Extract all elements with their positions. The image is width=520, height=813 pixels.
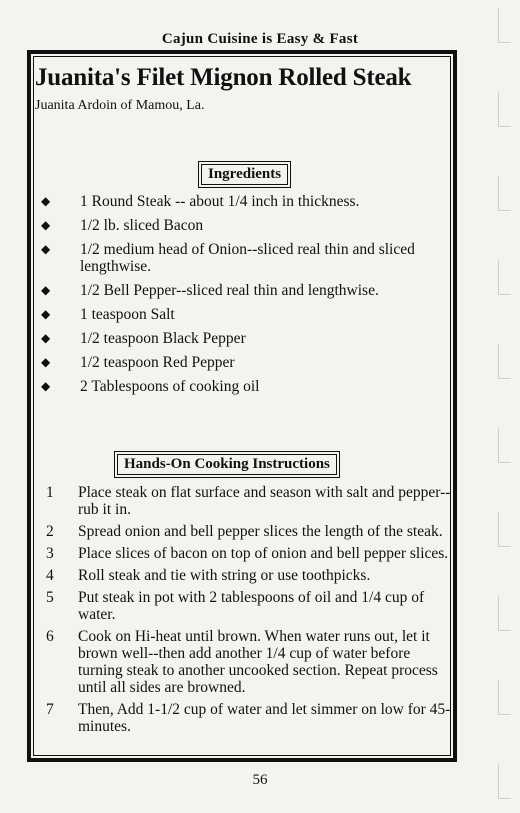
step-number: 7: [46, 701, 54, 718]
instructions-label: Hands-On Cooking Instructions: [117, 454, 337, 475]
ingredients-list: [38, 193, 448, 402]
step-number: 4: [46, 567, 54, 584]
ingredient-item: [38, 378, 448, 395]
diamond-bullet-icon: ◆: [41, 218, 51, 232]
step-number: 6: [46, 628, 54, 645]
step-text: Spread onion and bell pepper slices the length of the steak.: [78, 523, 443, 540]
diamond-bullet-icon: ◆: [41, 355, 51, 369]
instruction-step: [38, 484, 452, 518]
page-edge-tab: [498, 260, 511, 295]
ingredient-text: 1/2 teaspoon Red Pepper: [80, 354, 235, 371]
instruction-step: [38, 628, 452, 696]
recipe-title: Juanita's Filet Mignon Rolled Steak: [35, 64, 412, 91]
page-edge-tab: [498, 92, 511, 127]
ingredient-text: 2 Tablespoons of cooking oil: [80, 378, 260, 395]
step-text: Put steak in pot with 2 tablespoons of oil and 1/4 cup of water.: [78, 589, 425, 623]
ingredient-text: 1/2 medium head of Onion--sliced real thin and sliced lengthwise.: [80, 241, 415, 275]
diamond-bullet-icon: ◆: [41, 331, 51, 345]
diamond-bullet-icon: ◆: [41, 307, 51, 321]
page-edge-tab: [498, 596, 511, 631]
ingredient-item: [38, 306, 448, 323]
instruction-step: [38, 545, 452, 562]
page-number: 56: [252, 772, 268, 788]
ingredients-label-box: [198, 161, 291, 188]
diamond-bullet-icon: ◆: [41, 194, 51, 208]
page-edge-tab: [498, 8, 511, 43]
instruction-step: [38, 701, 452, 735]
ingredient-text: 1/2 lb. sliced Bacon: [80, 217, 204, 234]
instructions-label-box: [114, 451, 340, 478]
ingredient-text: 1 teaspoon Salt: [80, 306, 175, 323]
instructions-list: [38, 484, 452, 740]
ingredient-item: [38, 217, 448, 234]
instruction-step: [38, 567, 452, 584]
step-number: 2: [46, 523, 54, 540]
book-title-header: Cajun Cuisine is Easy & Fast: [161, 31, 359, 47]
ingredient-item: [38, 193, 448, 210]
instruction-step: [38, 523, 452, 540]
ingredient-item: [38, 282, 448, 299]
step-number: 1: [46, 484, 54, 501]
ingredients-label: Ingredients: [201, 164, 288, 185]
step-text: Roll steak and tie with string or use toothpicks.: [78, 567, 371, 584]
step-number: 5: [46, 589, 54, 606]
ingredient-item: [38, 241, 448, 275]
instruction-step: [38, 589, 452, 623]
ingredient-item: [38, 330, 448, 347]
diamond-bullet-icon: ◆: [41, 379, 51, 393]
page-edge-tab: [498, 176, 511, 211]
ingredient-text: 1/2 Bell Pepper--sliced real thin and lengthwise.: [80, 282, 379, 299]
page-edge-tab: [498, 680, 511, 715]
ingredient-text: 1/2 teaspoon Black Pepper: [80, 330, 246, 347]
diamond-bullet-icon: ◆: [41, 242, 51, 256]
step-text: Place slices of bacon on top of onion and bell pepper slices.: [78, 545, 449, 562]
step-number: 3: [46, 545, 54, 562]
diamond-bullet-icon: ◆: [41, 283, 51, 297]
page-edge-tab: [498, 512, 511, 547]
ingredient-item: [38, 354, 448, 371]
step-text: Place steak on flat surface and season with salt and pepper--rub it in.: [78, 484, 451, 518]
step-text: Then, Add 1-1/2 cup of water and let simmer on low for 45-minutes.: [78, 701, 451, 735]
step-text: Cook on Hi-heat until brown. When water runs out, let it brown well--then add another 1/4 cup of water before turning steak to another uncooked section. Repeat process until all sides are browned.: [78, 628, 438, 696]
page-edge-tab: [498, 764, 511, 799]
ingredient-text: 1 Round Steak -- about 1/4 inch in thickness.: [80, 193, 360, 210]
page-edge-tab: [498, 344, 511, 379]
recipe-byline: Juanita Ardoin of Mamou, La.: [35, 98, 205, 113]
page-edge-tab: [498, 428, 511, 463]
